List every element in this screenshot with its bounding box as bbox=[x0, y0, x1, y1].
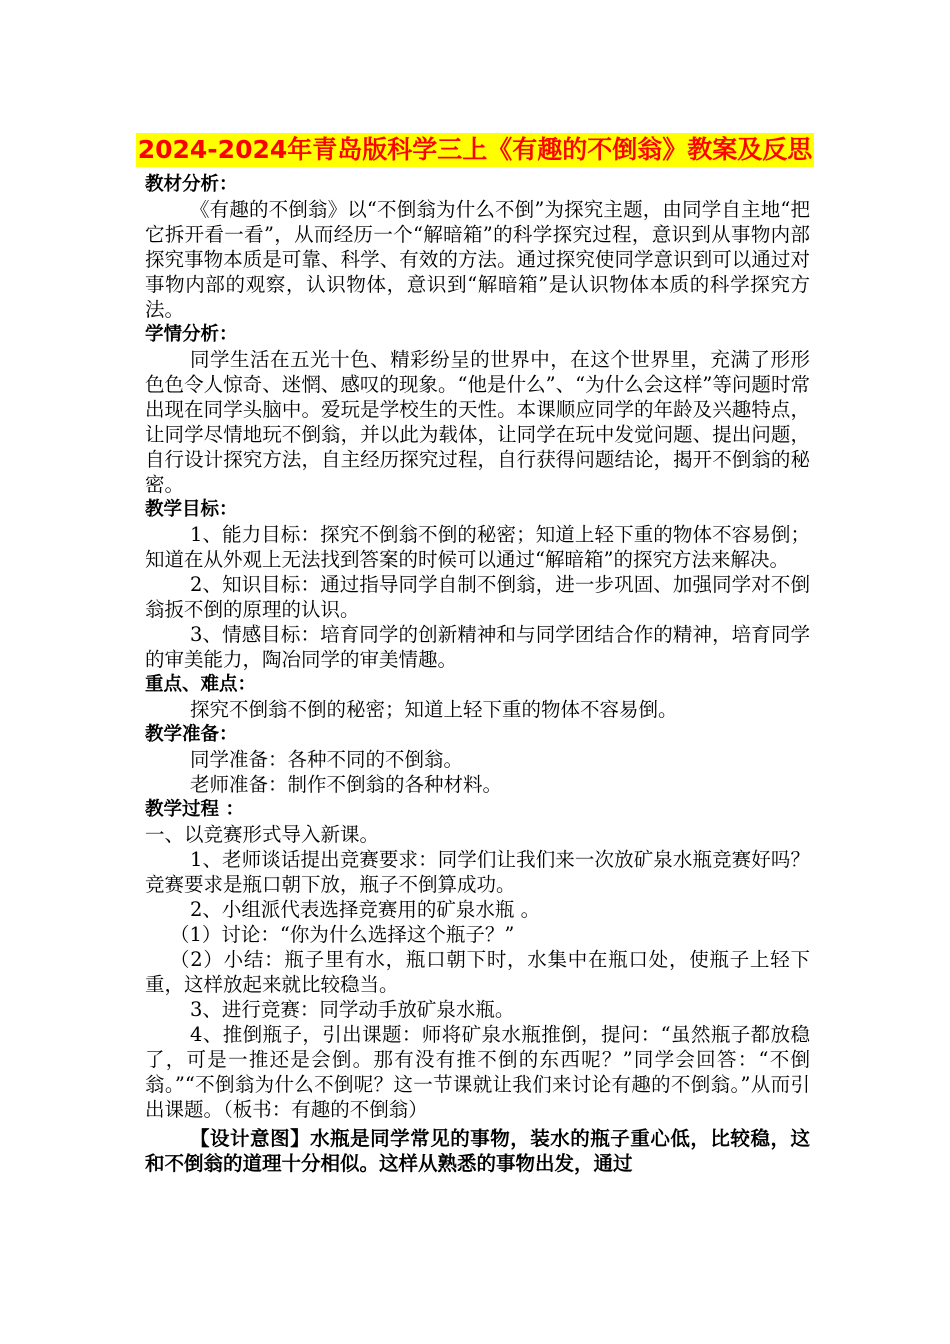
process-subitem: （1）讨论：“你为什么选择这个瓶子？” bbox=[170, 923, 515, 946]
process-heading: 教学过程 ： bbox=[145, 799, 244, 820]
key-paragraph: 探究不倒翁不倒的秘密；知道上轻下重的物体不容易倒。 bbox=[190, 698, 678, 721]
prep-item: 同学准备：各种不同的不倒翁。 bbox=[190, 748, 464, 771]
process-item: 1、老师谈话提出竞赛要求：同学们让我们来一次放矿泉水瓶竞赛好吗？竞赛要求是瓶口朝下放，瓶子不倒算成功。 bbox=[145, 848, 810, 896]
analysis-paragraph: 《有趣的不倒翁》以“不倒翁为什么不倒”为探究主题，由同学自主地“把它拆开看一看”，从而经历一个“解暗箱”的科学探究过程，意识到从事物内部探究事物本质是可靠、科学、有效的方法。通过探究使同学意识到可以通过对事物内部的观察，认识物体，意识到“解暗箱”是认识物体本质的科学探究方法。 bbox=[145, 198, 810, 321]
process-item: 4、推倒瓶子，引出课题：师将矿泉水瓶推倒，提问：“虽然瓶子都放稳了，可是一推还是会倒。那有没有推不倒的东西呢？”同学会回答：“不倒翁。”“不倒翁为什么不倒呢？这一节课就让我们来讨论有趣的不倒翁。”从而引出课题。（板书：有趣的不倒翁） bbox=[145, 1023, 810, 1121]
students-paragraph: 同学生活在五光十色、精彩纷呈的世界中，在这个世界里，充满了形形色色令人惊奇、迷惘、感叹的现象。“他是什么”、“为什么会这样”等问题时常出现在同学头脑中。爱玩是学校生的天性。本课顺应同学的年龄及兴趣特点，让同学尽情地玩不倒翁，并以此为载体，让同学在玩中发觉问题、提出问题，自行设计探究方法，自主经历探究过程，自行获得问题结论，揭开不倒翁的秘密。 bbox=[145, 348, 810, 496]
design-intent-paragraph: 【设计意图】水瓶是同学常见的事物，装水的瓶子重心低，比较稳，这和不倒翁的道理十分相似。这样从熟悉的事物出发，通过 bbox=[145, 1127, 810, 1175]
goal-item: 3、情感目标：培育同学的创新精神和与同学团结合作的精神，培育同学的审美能力，陶冶同学的审美情趣。 bbox=[145, 623, 810, 671]
goals-heading: 教学目标： bbox=[145, 499, 238, 520]
process-item: 2、小组派代表选择竞赛用的矿泉水瓶 。 bbox=[190, 898, 541, 921]
title-wrap bbox=[0, 133, 950, 167]
process-subitem: （2）小结：瓶子里有水，瓶口朝下时，水集中在瓶口处，使瓶子上轻下重，这样放起来就比较稳当。 bbox=[145, 948, 810, 996]
document-body bbox=[145, 172, 810, 1176]
prep-heading: 教学准备： bbox=[145, 724, 238, 745]
goal-item: 2、知识目标：通过指导同学自制不倒翁，进一步巩固、加强同学对不倒翁扳不倒的原理的认识。 bbox=[145, 573, 810, 621]
process-step: 一、以竞赛形式导入新课。 bbox=[145, 823, 380, 846]
students-heading: 学情分析： bbox=[145, 324, 238, 345]
document-title: 2024-2024年青岛版科学三上《有趣的不倒翁》教案及反思 bbox=[136, 133, 815, 167]
key-heading: 重点、难点： bbox=[145, 674, 257, 695]
analysis-heading: 教材分析： bbox=[145, 174, 238, 195]
goal-item: 1、能力目标：探究不倒翁不倒的秘密；知道上轻下重的物体不容易倒；知道在从外观上无法找到答案的时候可以通过“解暗箱”的探究方法来解决。 bbox=[145, 523, 810, 571]
process-item: 3、进行竞赛：同学动手放矿泉水瓶。 bbox=[190, 998, 515, 1021]
prep-item: 老师准备：制作不倒翁的各种材料。 bbox=[190, 773, 503, 796]
